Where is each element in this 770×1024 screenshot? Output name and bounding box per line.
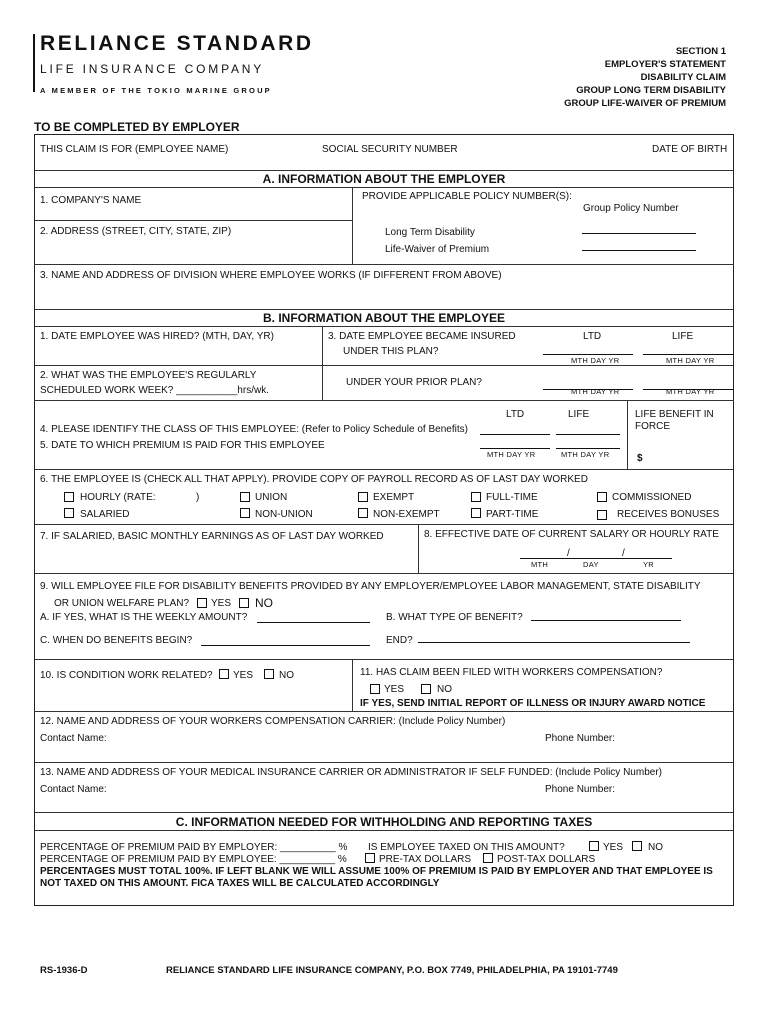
percentage-note: PERCENTAGES MUST TOTAL 100%. IF LEFT BLANK WE WILL ASSUME 100% OF PREMIUM IS PAID BY EMPLOYER AND THAT EMPLOYEE IS xyxy=(40,866,713,877)
date-slash: / xyxy=(567,548,570,559)
taxed-label: IS EMPLOYEE TAXED ON THIS AMOUNT? xyxy=(368,842,565,853)
q13-label: 13. NAME AND ADDRESS OF YOUR MEDICAL INSURANCE CARRIER OR ADMINISTRATOR IF SELF FUNDED: (Include Policy Number) xyxy=(40,767,662,778)
ltd-insured-date-field[interactable] xyxy=(543,354,633,355)
life-waiver-policy-field[interactable] xyxy=(582,250,696,251)
union-label: UNION xyxy=(255,492,288,503)
ltd-prior-date-format: MTH DAY YR xyxy=(571,387,620,396)
q11-label: 11. HAS CLAIM BEEN FILED WITH WORKERS COMPENSATION? xyxy=(360,667,663,678)
part-time-label: PART-TIME xyxy=(486,509,539,520)
employee-name-label: THIS CLAIM IS FOR (EMPLOYEE NAME) xyxy=(40,144,229,155)
life-header-2: LIFE xyxy=(568,409,590,420)
mth-label: MTH xyxy=(531,560,549,569)
q10-no-checkbox[interactable] xyxy=(264,669,274,679)
taxed-yes-checkbox[interactable] xyxy=(589,841,599,851)
exempt-checkbox[interactable] xyxy=(358,492,368,502)
section-header xyxy=(564,45,726,110)
ltd-policy-field[interactable] xyxy=(582,233,696,234)
form-id: RS-1936-D xyxy=(40,965,88,976)
commissioned-label: COMMISSIONED xyxy=(612,492,692,503)
ltd-header: LTD xyxy=(583,331,602,342)
q11-yes-label: YES xyxy=(384,684,405,695)
part-time-checkbox[interactable] xyxy=(471,508,481,518)
life-header: LIFE xyxy=(672,331,694,342)
to-be-completed-heading: TO BE COMPLETED BY EMPLOYER xyxy=(34,120,240,134)
work-week-label-2: SCHEDULED WORK WEEK? ___________hrs/wk. xyxy=(40,385,269,396)
taxed-no-checkbox[interactable] xyxy=(632,841,642,851)
pretax-label: PRE-TAX DOLLARS xyxy=(379,854,472,865)
section-line: GROUP LONG TERM DISABILITY xyxy=(576,85,726,96)
q11-note: IF YES, SEND INITIAL REPORT OF ILLNESS OR INJURY AWARD NOTICE xyxy=(360,698,706,709)
non-union-label: NON-UNION xyxy=(255,509,313,520)
q9c-label: C. WHEN DO BENEFITS BEGIN? xyxy=(40,635,193,646)
prior-plan-label: UNDER YOUR PRIOR PLAN? xyxy=(346,377,482,388)
logo-title: RELIANCE STANDARD xyxy=(40,32,314,55)
life-benefit-label: LIFE BENEFIT IN xyxy=(635,409,714,420)
section-c-title: C. INFORMATION NEEDED FOR WITHHOLDING AND REPORTING TAXES xyxy=(175,815,593,829)
work-week-label: 2. WHAT WAS THE EMPLOYEE'S REGULARLY xyxy=(40,370,257,381)
section-b-title: B. INFORMATION ABOUT THE EMPLOYEE xyxy=(263,311,505,325)
q9-no-label: NO xyxy=(255,596,273,610)
benefits-end-field[interactable] xyxy=(418,642,690,643)
life-benefit-label-2: FORCE xyxy=(635,421,670,432)
day-label: DAY xyxy=(583,560,599,569)
section-line: DISABILITY CLAIM xyxy=(640,72,726,83)
q10-yes-label: YES xyxy=(233,670,254,681)
footer-address: RELIANCE STANDARD LIFE INSURANCE COMPANY, P.O. BOX 7749, PHILADELPHIA, PA 19101-7749 xyxy=(166,965,618,976)
hourly-checkbox[interactable] xyxy=(64,492,74,502)
non-exempt-label: NON-EXEMPT xyxy=(373,509,440,520)
effective-date-field[interactable] xyxy=(520,558,672,559)
ltd-policy-label: Long Term Disability xyxy=(385,227,475,238)
date-hired-label: 1. DATE EMPLOYEE WAS HIRED? (MTH, DAY, YR) xyxy=(40,331,274,342)
premium-paid-label: 5. DATE TO WHICH PREMIUM IS PAID FOR THIS EMPLOYEE xyxy=(40,440,325,451)
life-insured-date-field[interactable] xyxy=(643,354,734,355)
employee-class-label: 4. PLEASE IDENTIFY THE CLASS OF THIS EMPLOYEE: (Refer to Policy Schedule of Benefits) xyxy=(40,424,468,435)
life-class-field[interactable] xyxy=(556,434,620,435)
division-label: 3. NAME AND ADDRESS OF DIVISION WHERE EMPLOYEE WORKS (IF DIFFERENT FROM ABOVE) xyxy=(40,270,502,281)
full-time-label: FULL-TIME xyxy=(486,492,538,503)
yr-label: YR xyxy=(643,560,655,569)
section-line: GROUP LIFE-WAIVER OF PREMIUM xyxy=(564,98,726,109)
employer-pct-label: PERCENTAGE OF PREMIUM PAID BY EMPLOYER: __________ % xyxy=(40,842,348,853)
q9b-label: B. WHAT TYPE OF BENEFIT? xyxy=(386,612,523,623)
life-date-format: MTH DAY YR xyxy=(666,356,715,365)
commissioned-checkbox[interactable] xyxy=(597,492,607,502)
union-checkbox[interactable] xyxy=(240,492,250,502)
q9-yes-checkbox[interactable] xyxy=(197,598,207,608)
ltd-premium-date-field[interactable] xyxy=(480,448,550,449)
posttax-checkbox[interactable] xyxy=(483,853,493,863)
logo-subtitle: LIFE INSURANCE COMPANY xyxy=(40,62,265,76)
exempt-label: EXEMPT xyxy=(373,492,415,503)
q9a-label: A. IF YES, WHAT IS THE WEEKLY AMOUNT? xyxy=(40,612,248,623)
full-time-checkbox[interactable] xyxy=(471,492,481,502)
salaried-earnings-label: 7. IF SALARIED, BASIC MONTHLY EARNINGS AS OF LAST DAY WORKED xyxy=(40,531,384,542)
q10-no-label: NO xyxy=(279,670,294,681)
policy-numbers-label: PROVIDE APPLICABLE POLICY NUMBER(S): xyxy=(362,191,572,202)
ssn-label: SOCIAL SECURITY NUMBER xyxy=(322,144,458,155)
q10-yes-checkbox[interactable] xyxy=(219,669,229,679)
date-insured-label: 3. DATE EMPLOYEE BECAME INSURED xyxy=(328,331,516,342)
non-exempt-checkbox[interactable] xyxy=(358,508,368,518)
life-premium-date-field[interactable] xyxy=(556,448,620,449)
life-waiver-policy-label: Life-Waiver of Premium xyxy=(385,244,490,255)
q12-contact-label: Contact Name: xyxy=(40,733,107,744)
percentage-note-2: NOT TAXED ON THIS AMOUNT. FICA TAXES WILL BE CALCULATED ACCORDINGLY xyxy=(40,878,440,889)
bonuses-checkbox[interactable] xyxy=(597,510,607,520)
life-prior-date-format: MTH DAY YR xyxy=(666,387,715,396)
group-policy-number-label: Group Policy Number xyxy=(583,203,679,214)
salaried-checkbox[interactable] xyxy=(64,508,74,518)
hourly-close: ) xyxy=(196,492,200,503)
q12-phone-label: Phone Number: xyxy=(545,733,616,744)
q9-yes-label: YES xyxy=(211,598,232,609)
q9-end-label: END? xyxy=(386,635,413,646)
section-line: EMPLOYER'S STATEMENT xyxy=(604,59,726,70)
address-label: 2. ADDRESS (STREET, CITY, STATE, ZIP) xyxy=(40,226,232,237)
logo-tagline: A MEMBER OF THE TOKIO MARINE GROUP xyxy=(40,86,272,95)
taxed-no-label: NO xyxy=(648,842,663,853)
employee-type-label: 6. THE EMPLOYEE IS (CHECK ALL THAT APPLY). PROVIDE COPY OF PAYROLL RECORD AS OF LAST DAY WORKED xyxy=(40,474,588,485)
q11-yes-checkbox[interactable] xyxy=(370,684,380,694)
pretax-checkbox[interactable] xyxy=(365,853,375,863)
life-benefit-dollar: $ xyxy=(637,453,643,464)
q9-label-2: OR UNION WELFARE PLAN? xyxy=(54,598,190,609)
dob-label: DATE OF BIRTH xyxy=(652,144,728,155)
ltd-date-format: MTH DAY YR xyxy=(571,356,620,365)
salaried-label: SALARIED xyxy=(80,509,130,520)
date-insured-label-2: UNDER THIS PLAN? xyxy=(343,346,439,357)
company-name-label: 1. COMPANY'S NAME xyxy=(40,195,142,206)
employee-pct-label: PERCENTAGE OF PREMIUM PAID BY EMPLOYEE: __________ % xyxy=(40,854,347,865)
taxed-yes-label: YES xyxy=(603,842,624,853)
ltd-header-2: LTD xyxy=(506,409,525,420)
benefits-begin-field[interactable] xyxy=(201,645,370,646)
hourly-label: HOURLY (RATE: xyxy=(80,492,156,503)
q10-label: 10. IS CONDITION WORK RELATED? xyxy=(40,670,213,681)
non-union-checkbox[interactable] xyxy=(240,508,250,518)
ltd-class-field[interactable] xyxy=(480,434,550,435)
q13-phone-label: Phone Number: xyxy=(545,784,616,795)
life-premium-date-format: MTH DAY YR xyxy=(561,450,610,459)
q11-no-checkbox[interactable] xyxy=(421,684,431,694)
logo-bar xyxy=(33,34,35,92)
section-a-title: A. INFORMATION ABOUT THE EMPLOYER xyxy=(262,172,506,186)
effective-date-label: 8. EFFECTIVE DATE OF CURRENT SALARY OR HOURLY RATE xyxy=(424,529,719,540)
bonuses-label: RECEIVES BONUSES xyxy=(617,509,720,520)
section-line: SECTION 1 xyxy=(675,46,726,57)
q12-label: 12. NAME AND ADDRESS OF YOUR WORKERS COMPENSATION CARRIER: (Include Policy Number) xyxy=(40,716,506,727)
q9-label: 9. WILL EMPLOYEE FILE FOR DISABILITY BENEFITS PROVIDED BY ANY EMPLOYER/EMPLOYEE LABOR MANAGEMENT, STATE DISABILITY xyxy=(40,581,701,592)
ltd-premium-date-format: MTH DAY YR xyxy=(487,450,536,459)
q9-no-checkbox[interactable] xyxy=(239,598,249,608)
date-slash: / xyxy=(622,548,625,559)
weekly-amount-field[interactable] xyxy=(257,622,370,623)
q13-contact-label: Contact Name: xyxy=(40,784,107,795)
benefit-type-field[interactable] xyxy=(531,620,681,621)
posttax-label: POST-TAX DOLLARS xyxy=(497,854,596,865)
q11-no-label: NO xyxy=(437,684,452,695)
